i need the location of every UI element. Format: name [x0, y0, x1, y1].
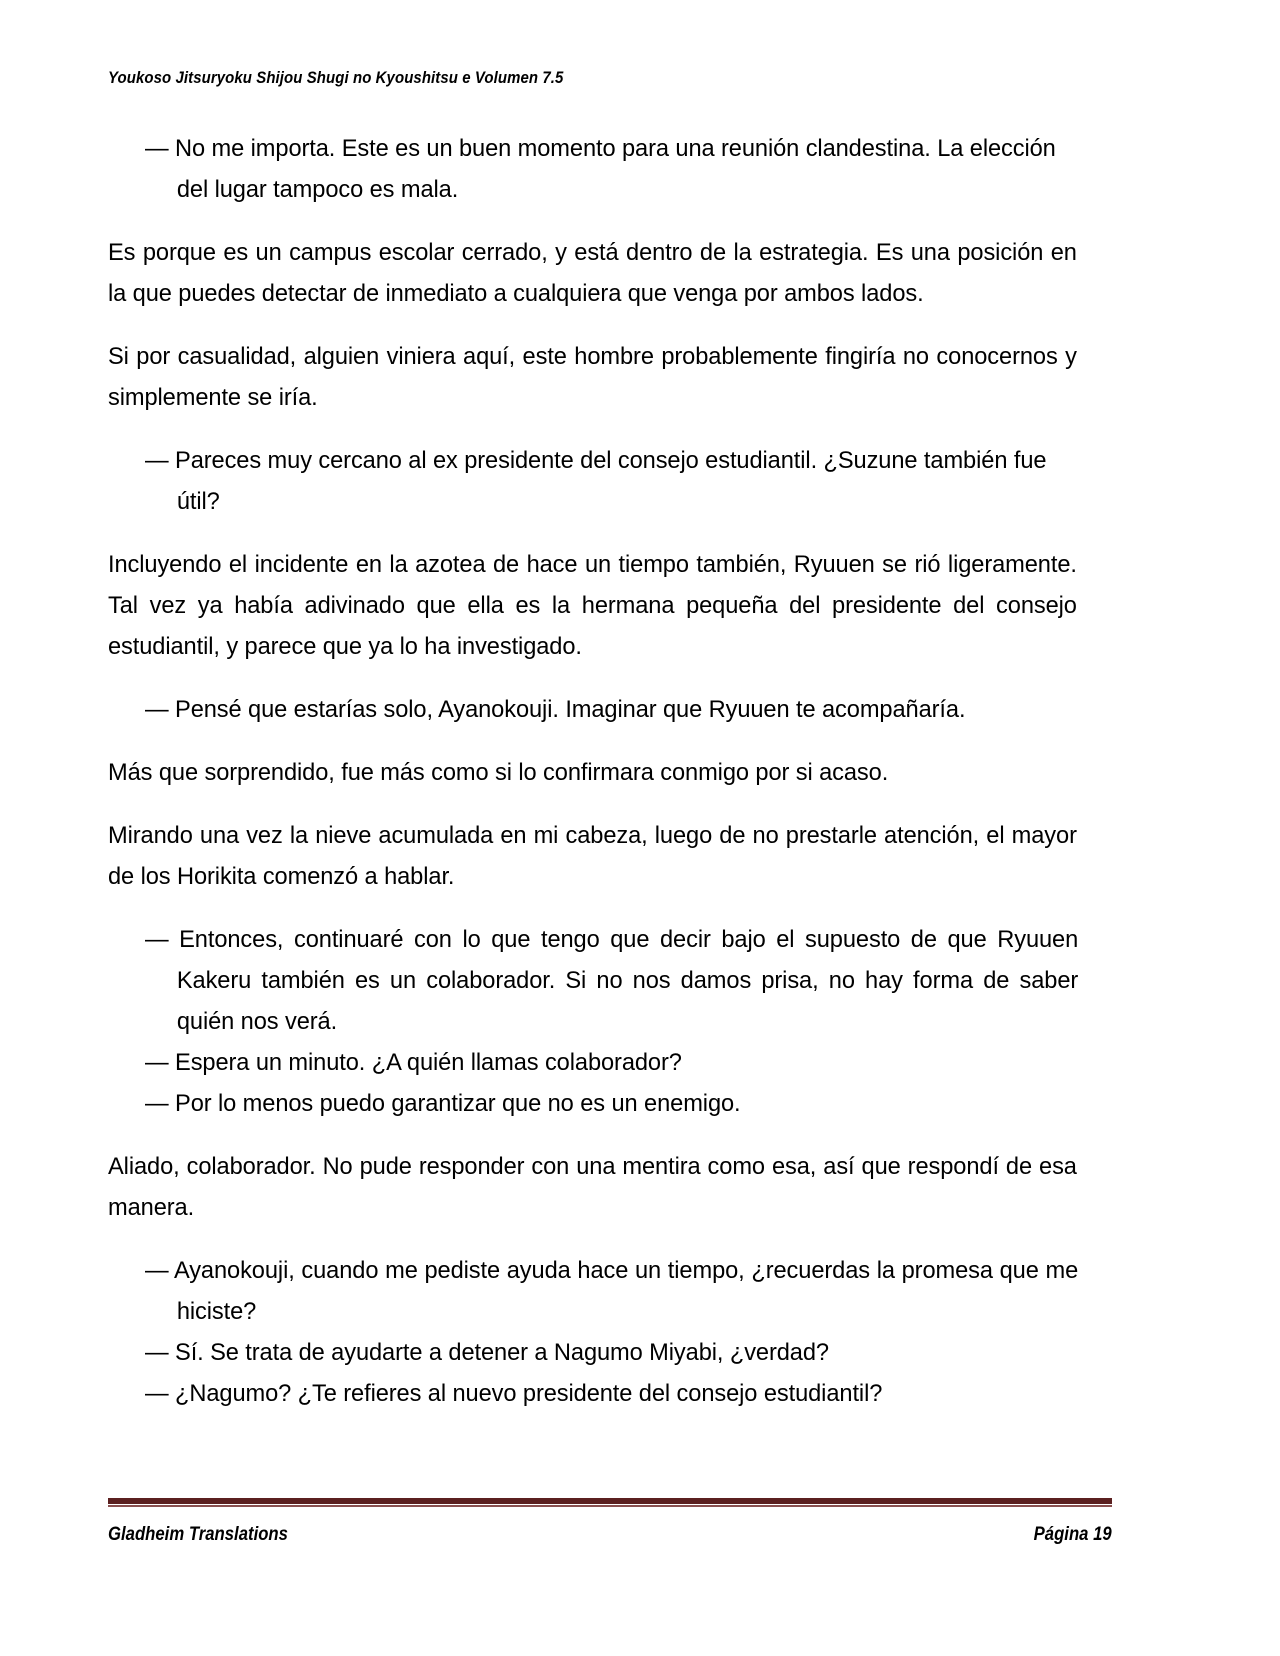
footer-divider [108, 1498, 1112, 1508]
body-paragraph: Aliado, colaborador. No pude responder con una mentira como esa, así que respondí de esa manera. [108, 1153, 1077, 1221]
dialogue-block [108, 689, 1112, 730]
dialogue-block [108, 1250, 1112, 1414]
dialogue-block [108, 128, 1112, 210]
page-footer [108, 1524, 1112, 1546]
dialogue-line: — Pareces muy cercano al ex presidente del consejo estudiantil. ¿Suzune también fue útil? [145, 447, 1047, 515]
dialogue-block [108, 440, 1112, 522]
body-paragraph: Más que sorprendido, fue más como si lo confirmara conmigo por si acaso. [108, 759, 889, 786]
body-paragraph: Mirando una vez la nieve acumulada en mi cabeza, luego de no prestarle atención, el mayor de los Horikita comenzó a hablar. [108, 822, 1077, 890]
footer-divider-thin [108, 1505, 1112, 1507]
dialogue-line: — Pensé que estarías solo, Ayanokouji. Imaginar que Ryuuen te acompañaría. [145, 696, 966, 723]
dialogue-line: — Entonces, continuaré con lo que tengo que decir bajo el supuesto de que Ryuuen Kakeru también es un colaborador. Si no nos damos prisa, no hay forma de saber quién nos verá. [145, 926, 1079, 1035]
dialogue-line: — No me importa. Este es un buen momento para una reunión clandestina. La elección del lugar tampoco es mala. [145, 135, 1056, 203]
footer-page-number: Página 19 [1033, 1524, 1112, 1545]
page-header [108, 68, 1112, 94]
dialogue-line: — Por lo menos puedo garantizar que no es un enemigo. [145, 1090, 741, 1117]
body-paragraph: Incluyendo el incidente en la azotea de hace un tiempo también, Ryuuen se rió ligeramente. Tal vez ya había adivinado que ella es la hermana pequeña del presidente del consejo estudiantil, y parece que ya lo ha investigado. [108, 551, 1077, 660]
dialogue-line: — Sí. Se trata de ayudarte a detener a Nagumo Miyabi, ¿verdad? [145, 1339, 829, 1366]
body-paragraph: Es porque es un campus escolar cerrado, y está dentro de la estrategia. Es una posición en la que puedes detectar de inmediato a cualquiera que venga por ambos lados. [108, 239, 1077, 307]
page-body [108, 128, 1112, 1436]
footer-translator-credit: Gladheim Translations [108, 1524, 288, 1545]
dialogue-block [108, 919, 1112, 1124]
dialogue-line: — ¿Nagumo? ¿Te refieres al nuevo presidente del consejo estudiantil? [145, 1380, 883, 1407]
dialogue-line: — Ayanokouji, cuando me pediste ayuda hace un tiempo, ¿recuerdas la promesa que me hiciste? [145, 1257, 1079, 1325]
body-paragraph: Si por casualidad, alguien viniera aquí, este hombre probablemente fingiría no conocernos y simplemente se iría. [108, 343, 1077, 411]
dialogue-line: — Espera un minuto. ¿A quién llamas colaborador? [145, 1049, 682, 1076]
header-title: Youkoso Jitsuryoku Shijou Shugi no Kyoushitsu e Volumen 7.5 [108, 68, 564, 87]
